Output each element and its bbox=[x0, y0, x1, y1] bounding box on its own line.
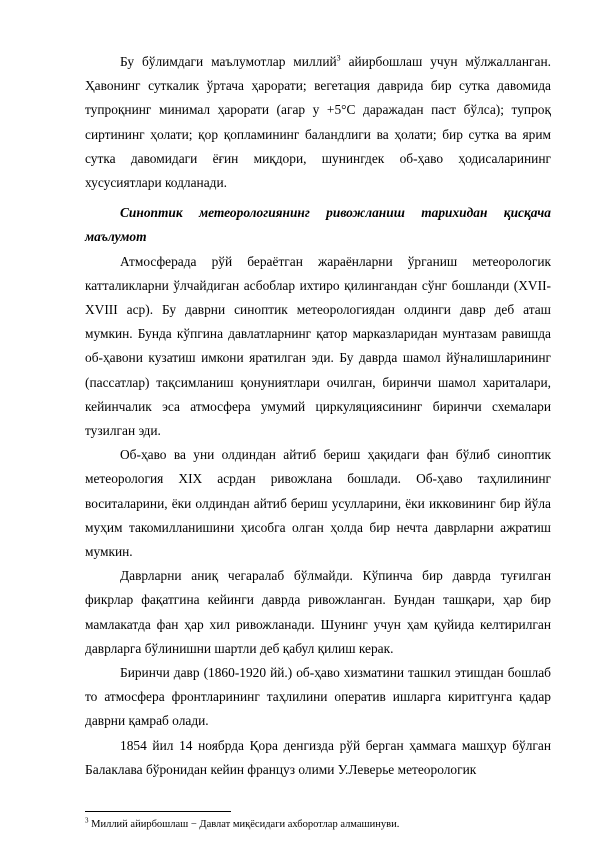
intro-paragraph bbox=[85, 50, 551, 195]
footnote-divider bbox=[85, 811, 231, 812]
paragraph-first-period: Биринчи давр (1860-1920 йй.) об-ҳаво хизматини ташкил этишдан бошлаб то атмосфера фронтларининг таҳлилини оператив ишларга киритгунга қадар даврни қамраб олади. bbox=[85, 665, 551, 729]
paragraph-atmosphere: Атмосферада рўй бераётган жараёнларни ўрганиш метеорологик катталикларни ўлчайдиган асбоблар ихтиро қилингандан сўнг бошланди (XVII-XVIII аср). Бу даврни синоптик метеорологиядан олдинги давр деб аташ мумкин. Бунда кўпгина давлатларнинг қатор марказларидан мунтазам равишда об-ҳавони кузатиш имкони яратилган эди. Бу даврда шамол йўналишларининг (пассатлар) тақсимланиш қонуниятлари очилган, биринчи шамол хариталари, кейинчалик эса атмосфера умумий циркуляциясининг биринчи схемалари тузилган эди. bbox=[85, 253, 551, 439]
intro-text-after-ref: айирбошлаш учун мўлжалланган. Ҳавонинг суткалик ўртача ҳарорати; вегетация даврида бир сутка давомида тупроқнинг минимал ҳарорати (агар у +5°С даражадан паст бўлса); тупроқ сиртининг ҳолати; қор қопламининг баландлиги ва ҳолати; бир сутка ва ярим сутка давомидаги ёғин миқдори, шунингдек об-ҳаво ҳодисаларининг хусусиятлари кодланади. bbox=[85, 54, 551, 191]
paragraph-balaklava-storm: 1854 йил 14 ноябрда Қора денгизда рўй берган ҳаммага машҳур бўлган Балаклава бўронидан кейин француз олими У.Леверье метеорологик bbox=[85, 737, 551, 777]
footnote-text: Миллий айирбошлаш − Давлат миқёсидаги ахборотлар алмашинуви. bbox=[88, 819, 400, 830]
footnote-mark: 3 bbox=[85, 816, 89, 825]
paragraph-nineteenth-century: Об-ҳаво ва уни олдиндан айтиб бериш ҳақидаги фан бўлиб синоптик метеорология XIX асрдан ривожлана бошлади. Об-ҳаво таҳлилининг воситаларини, ёки олдиндан айтиб бериш усулларини, ёки икковининг бир йўла муҳим такомилланишини ҳисобга олган ҳолда бир нечта даврларни ажратиш мумкин. bbox=[85, 447, 551, 560]
intro-text-before-ref: Бу бўлимдаги маълумотлар миллий bbox=[120, 54, 337, 69]
paragraph-periods: Даврларни аниқ чегаралаб бўлмайди. Кўпинча бир даврда туғилган фикрлар фақатгина кейинги даврда ривожланган. Бундан ташқари, ҳар бир мамлакатда фан ҳар хил ривожланади. Шунинг учун ҳам қуйида келтирилган даврларга бўлинишни шартли деб қабул қилиш керак. bbox=[85, 568, 551, 656]
page-body bbox=[85, 50, 551, 782]
section-heading: Синоптик метеорологиянинг ривожланиш тарихидан қисқача маълумот bbox=[85, 205, 551, 245]
footnote-reference[interactable]: 3 bbox=[336, 53, 341, 63]
footnote bbox=[85, 818, 551, 831]
